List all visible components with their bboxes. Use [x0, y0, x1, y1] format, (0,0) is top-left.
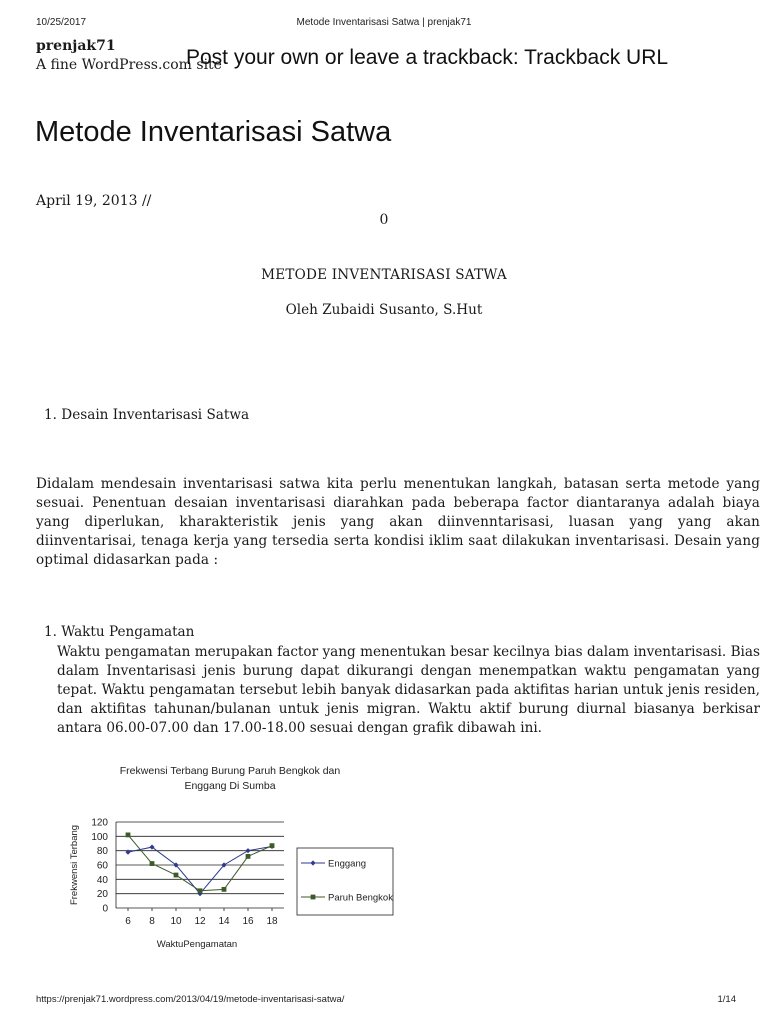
paragraph-desain: Didalam mendesain inventarisasi satwa kita perlu menentukan langkah, batasan serta metode yang sesuai. Penentuan desaian inventarisasi diarahkan pada beberapa factor diantaranya adalah biaya yang diperlukan, kharakteristik jenis yang akan diinvenntarisasi, luasan yang yang akan diinventarisai, tenaga kerja yang tersedia serta kondisi iklim saat dilakukan inventarisasi. Desain yang optimal didasarkan pada : [36, 476, 760, 568]
chart-series [125, 833, 274, 897]
legend-label: Paruh Bengkok [328, 892, 393, 904]
site-tagline: A fine WordPress.com site [36, 57, 222, 73]
chart-y-tick-label: 0 [102, 903, 108, 915]
chart-x-tick-label: 6 [125, 916, 131, 927]
chart-x-tick-label: 8 [149, 916, 155, 927]
print-date: 10/25/2017 [36, 17, 87, 28]
chart-y-tick-label: 100 [91, 831, 108, 843]
chart-legend [297, 848, 393, 915]
chart-data-point [222, 887, 227, 892]
section-heading-1: 1. Desain Inventarisasi Satwa [44, 407, 250, 423]
print-title: Metode Inventarisasi Satwa | prenjak71 [296, 17, 472, 28]
chart-x-tick-label: 18 [266, 916, 278, 927]
chart-y-tick-label: 80 [96, 846, 108, 858]
article-author: Oleh Zubaidi Susanto, S.Hut [285, 302, 483, 318]
chart-series-line [128, 846, 272, 893]
chart-data-point [174, 873, 179, 878]
print-url[interactable]: https://prenjak71.wordpress.com/2013/04/19/metode-inventarisasi-satwa/ [36, 994, 345, 1005]
post-title: Metode Inventarisasi Satwa [35, 116, 392, 148]
print-page-number: 1/14 [717, 994, 736, 1005]
trackback-notice[interactable]: Post your own or leave a trackback: Trackback URL [186, 46, 669, 69]
post-meta: April 19, 2013 // [36, 193, 152, 209]
chart-y-tick-label: 20 [96, 889, 108, 901]
section-heading-2: 1. Waktu Pengamatan [44, 624, 195, 640]
chart-data-point [246, 854, 251, 859]
chart-data-point [126, 833, 131, 838]
chart-data-point [270, 843, 275, 848]
chart-frekwensi-terbang [60, 755, 405, 955]
chart-data-point [150, 861, 155, 866]
chart-data-point [198, 888, 203, 893]
legend-swatch-marker [311, 895, 316, 900]
chart-title-line1: Frekwensi Terbang Burung Paruh Bengkok dan [119, 765, 341, 777]
chart-y-tick-label: 40 [96, 874, 108, 886]
comment-count[interactable]: 0 [379, 212, 389, 228]
paragraph-waktu: Waktu pengamatan merupakan factor yang menentukan besar kecilnya bias dalam inventarisasi. Bias dalam Inventarisasi jenis burung dapat dikurangi dengan menempatkan waktu pengamatan yang tepat. Waktu pengamatan tersebut lebih banyak didasarkan pada aktifitas harian untuk jenis residen, dan aktifitas tahunan/bulanan untuk jenis migran. Waktu aktif burung diurnal biasanya berkisar antara 06.00-07.00 dan 17.00-18.00 sesuai dengan grafik dibawah ini. [57, 644, 760, 736]
chart-y-tick-label: 60 [96, 860, 108, 872]
article-heading: METODE INVENTARISASI SATWA [261, 267, 507, 283]
chart-x-tick-label: 16 [242, 916, 254, 927]
chart-y-tick-label: 120 [91, 817, 108, 829]
chart-axes [91, 818, 278, 928]
chart-title-line2: Enggang Di Sumba [184, 780, 276, 792]
legend-label: Enggang [328, 858, 367, 870]
site-name[interactable]: prenjak71 [36, 38, 116, 54]
chart-y-axis-label: Frekwensi Terbang [69, 824, 80, 906]
chart-x-axis-label: WaktuPengamatan [156, 939, 238, 950]
chart-data-point [245, 848, 250, 853]
chart-x-tick-label: 14 [218, 916, 230, 927]
chart-x-tick-label: 12 [194, 916, 206, 927]
chart-x-tick-label: 10 [170, 916, 182, 927]
